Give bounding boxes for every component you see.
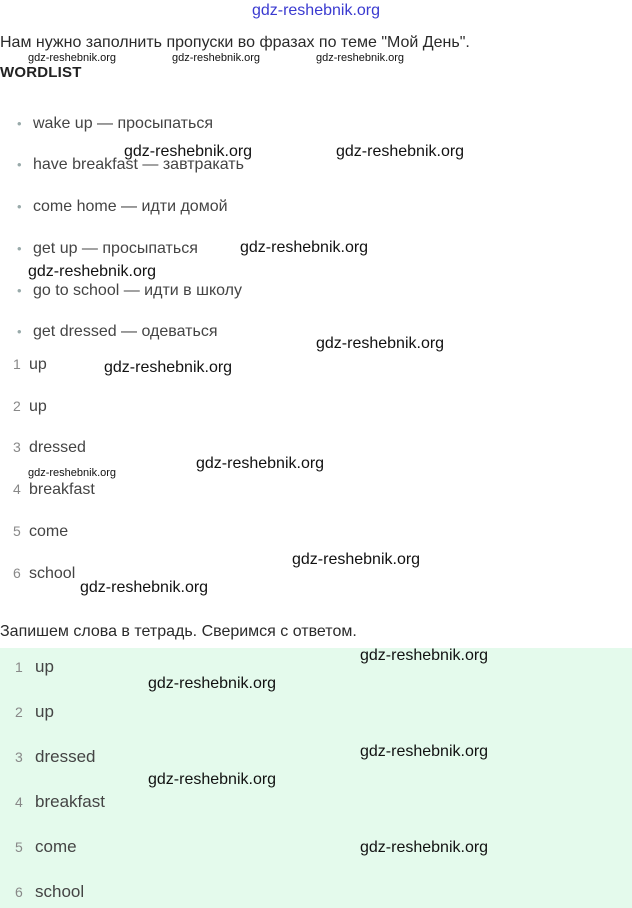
answer-number: 4 — [13, 481, 21, 497]
panel-answer-word: breakfast — [35, 792, 105, 811]
panel-answer-word: come — [35, 837, 77, 856]
wordlist-item — [17, 198, 228, 216]
bullet-icon: • — [17, 241, 22, 256]
answer-item — [13, 356, 47, 374]
answer-item — [13, 481, 95, 499]
bullet-icon: • — [17, 157, 22, 172]
wordlist-title: WORDLIST — [0, 64, 82, 81]
answer-number: 3 — [13, 439, 21, 455]
bullet-icon: • — [17, 283, 22, 298]
header-watermark: gdz-reshebnik.org — [251, 2, 381, 19]
wordlist-item — [17, 115, 213, 133]
answer-word: school — [29, 565, 76, 582]
wordlist-item — [17, 240, 198, 258]
wordlist-item-text: wake up — просыпаться — [33, 115, 213, 132]
answer-number: 5 — [13, 523, 21, 539]
panel-answer-item — [15, 657, 54, 677]
watermark: gdz-reshebnik.org — [172, 52, 261, 64]
watermark: gdz-reshebnik.org — [360, 743, 489, 760]
watermark: gdz-reshebnik.org — [336, 143, 465, 160]
watermark: gdz-reshebnik.org — [240, 239, 369, 256]
watermark: gdz-reshebnik.org — [360, 839, 489, 856]
panel-answer-number: 3 — [15, 749, 23, 765]
watermark: gdz-reshebnik.org — [80, 579, 209, 596]
panel-answer-number: 2 — [15, 704, 23, 720]
watermark: gdz-reshebnik.org — [360, 647, 489, 664]
wordlist-item-text: get dressed — одеваться — [33, 323, 218, 340]
panel-answer-word: dressed — [35, 747, 96, 766]
answer-word: breakfast — [29, 481, 95, 498]
panel-answer-item — [15, 792, 105, 812]
bullet-icon: • — [17, 199, 22, 214]
answer-item — [13, 439, 86, 457]
answer-number: 1 — [13, 356, 21, 372]
panel-answer-number: 4 — [15, 794, 23, 810]
panel-answer-number: 1 — [15, 659, 23, 675]
panel-answer-item — [15, 747, 95, 767]
bullet-icon: • — [17, 324, 22, 339]
watermark: gdz-reshebnik.org — [124, 143, 253, 160]
answer-word: up — [29, 398, 47, 415]
answer-word: come — [29, 523, 69, 540]
answer-panel — [0, 648, 632, 908]
panel-answer-word: school — [35, 882, 85, 901]
panel-answer-item — [15, 837, 77, 857]
watermark: gdz-reshebnik.org — [196, 455, 325, 472]
answer-word: dressed — [29, 439, 86, 456]
panel-answer-number: 6 — [15, 884, 23, 900]
panel-answer-word: up — [35, 702, 54, 721]
answer-number: 6 — [13, 565, 21, 581]
panel-answer-item — [15, 882, 84, 902]
answer-number: 2 — [13, 398, 21, 414]
watermark: gdz-reshebnik.org — [148, 771, 277, 788]
panel-answer-word: up — [35, 657, 54, 676]
wordlist-item-text: go to school — идти в школу — [33, 282, 242, 299]
panel-answer-item — [15, 702, 54, 722]
bullet-icon: • — [17, 116, 22, 131]
watermark: gdz-reshebnik.org — [28, 263, 157, 280]
watermark: gdz-reshebnik.org — [316, 52, 405, 64]
wordlist-item — [17, 323, 217, 341]
answer-word: up — [29, 356, 47, 373]
watermark: gdz-reshebnik.org — [148, 675, 277, 692]
answer-item — [13, 565, 75, 583]
wordlist-item-text: come home — идти домой — [33, 198, 228, 215]
wordlist-item-text: have breakfast — завтракать — [33, 156, 244, 173]
watermark: gdz-reshebnik.org — [316, 335, 445, 352]
answer-item — [13, 523, 68, 541]
watermark: gdz-reshebnik.org — [28, 52, 117, 64]
intro-text: Нам нужно заполнить пропуски во фразах по теме "Мой День". — [0, 34, 470, 51]
wordlist-item — [17, 282, 242, 300]
watermark: gdz-reshebnik.org — [104, 359, 233, 376]
watermark: gdz-reshebnik.org — [28, 467, 117, 479]
answer-item — [13, 398, 47, 416]
check-text: Запишем слова в тетрадь. Сверимся с ответом. — [0, 623, 357, 640]
wordlist-item-text: get up — просыпаться — [33, 240, 198, 257]
panel-answer-number: 5 — [15, 839, 23, 855]
watermark: gdz-reshebnik.org — [292, 551, 421, 568]
